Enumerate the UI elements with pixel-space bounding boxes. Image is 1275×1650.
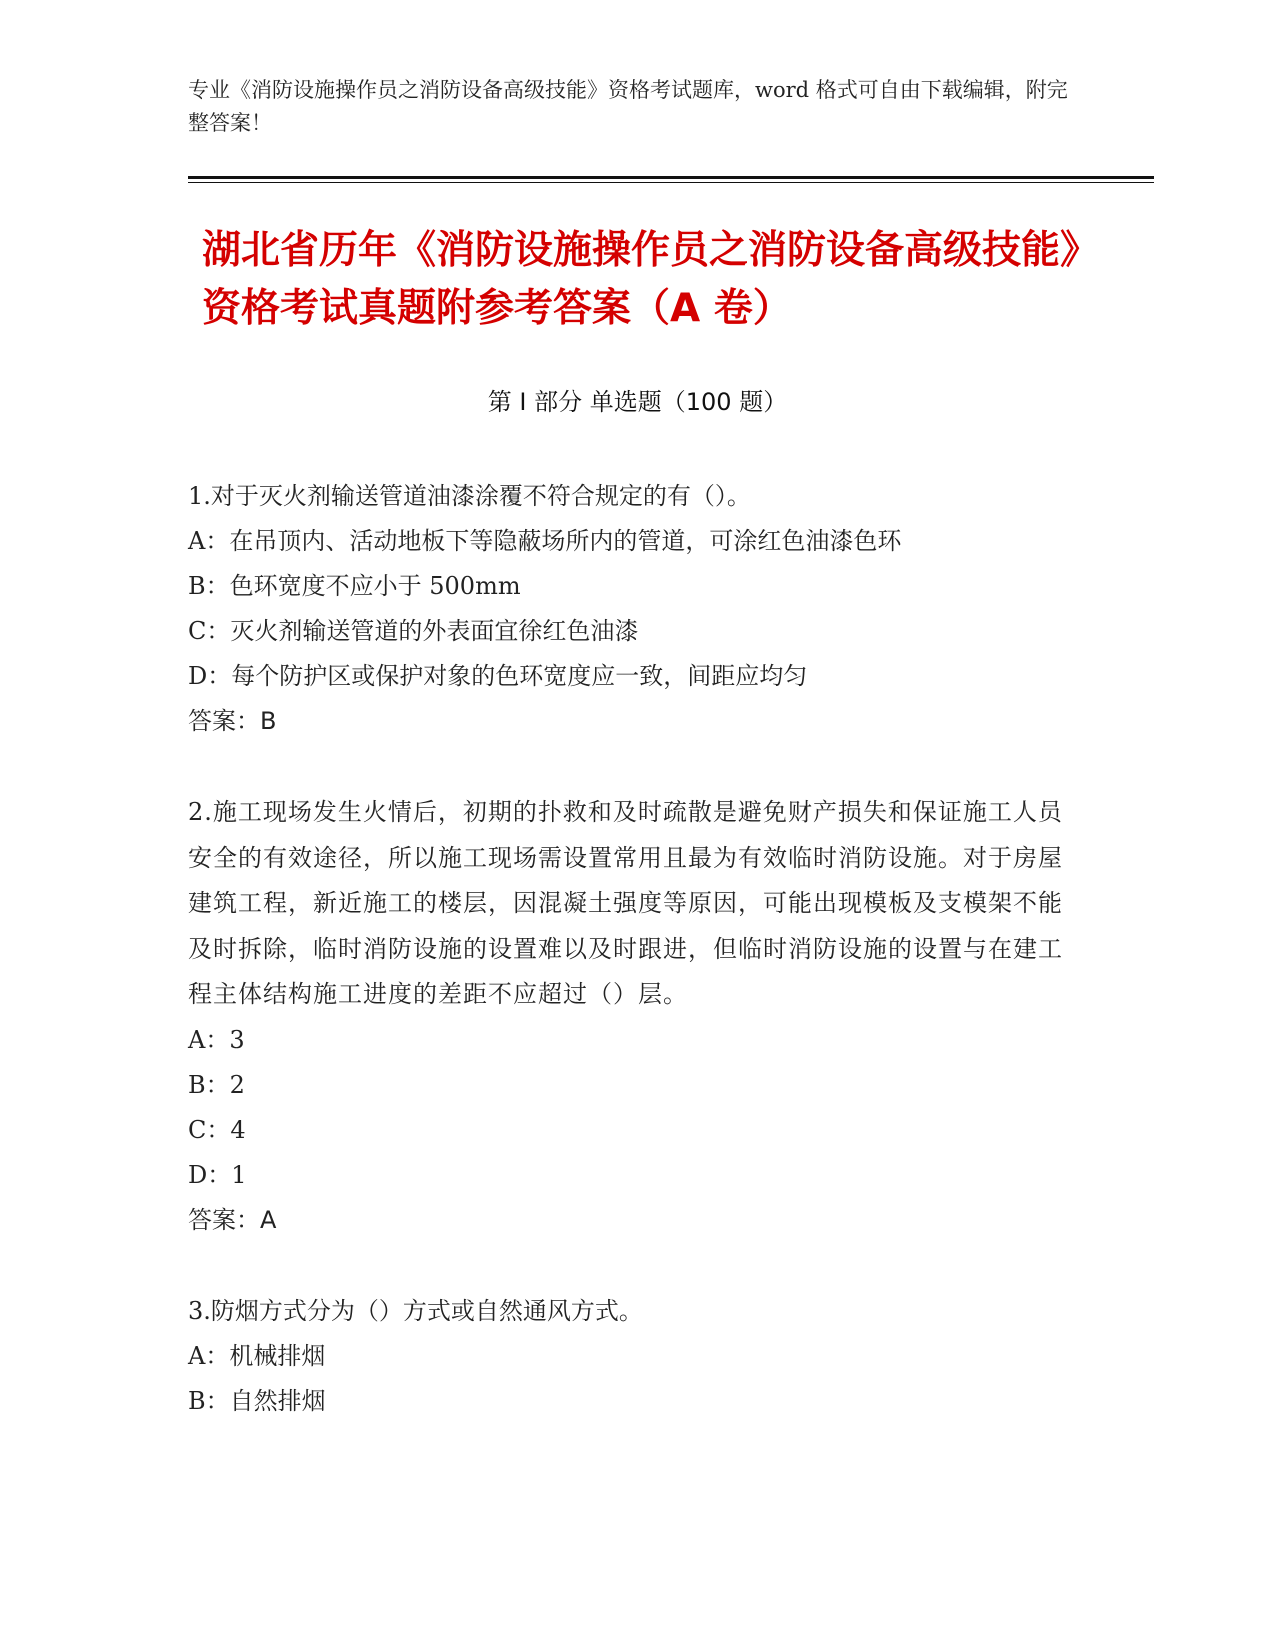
option-d: D：每个防护区或保护对象的色环宽度应一致，间距应均匀 <box>188 662 808 690</box>
answer: 答案：A <box>188 1205 277 1234</box>
question-gap <box>188 1243 1068 1289</box>
question-1 <box>188 474 1068 744</box>
answer: 答案：B <box>188 707 277 735</box>
option-b: B：自然排烟 <box>188 1386 326 1415</box>
option-a: A：机械排烟 <box>188 1341 326 1370</box>
document-title: 湖北省历年《消防设施操作员之消防设备高级技能》资格考试真题附参考答案（A 卷） <box>202 228 1100 331</box>
option-d: D：1 <box>188 1160 247 1189</box>
option-b: B：2 <box>188 1070 245 1099</box>
question-stem: 1.对于灭火剂输送管道油漆涂覆不符合规定的有（）。 <box>188 482 751 510</box>
section-heading: 第 I 部分 单选题（100 题） <box>487 388 788 416</box>
option-a: A：3 <box>188 1025 245 1054</box>
question-3 <box>188 1289 1068 1424</box>
option-b: B：色环宽度不应小于 500mm <box>188 572 521 600</box>
question-stem: 2.施工现场发生火情后，初期的扑救和及时疏散是避免财产损失和保证施工人员安全的有效途径，所以施工现场需设置常用且最为有效临时消防设施。对于房屋建筑工程，新近施工的楼层，因混凝土强度等原因，可能出现模板及支模架不能及时拆除，临时消防设施的设置难以及时跟进，但临时消防设施的设置与在建工程主体结构施工进度的差距不应超过（）层。 <box>188 798 1063 1008</box>
option-c: C：4 <box>188 1115 246 1144</box>
option-a: A：在吊顶内、活动地板下等隐蔽场所内的管道，可涂红色油漆色环 <box>188 527 902 555</box>
question-list <box>188 474 1068 1424</box>
option-c: C：灭火剂输送管道的外表面宜徐红色油漆 <box>188 617 639 645</box>
header-divider-thin <box>188 182 1154 183</box>
question-stem: 3.防烟方式分为（）方式或自然通风方式。 <box>188 1296 643 1325</box>
question-2 <box>188 790 1068 1243</box>
question-gap <box>188 744 1068 790</box>
header-note: 专业《消防设施操作员之消防设备高级技能》资格考试题库，word 格式可自由下载编辑，附完整答案！ <box>188 78 1068 135</box>
header-divider-thick <box>188 176 1154 179</box>
